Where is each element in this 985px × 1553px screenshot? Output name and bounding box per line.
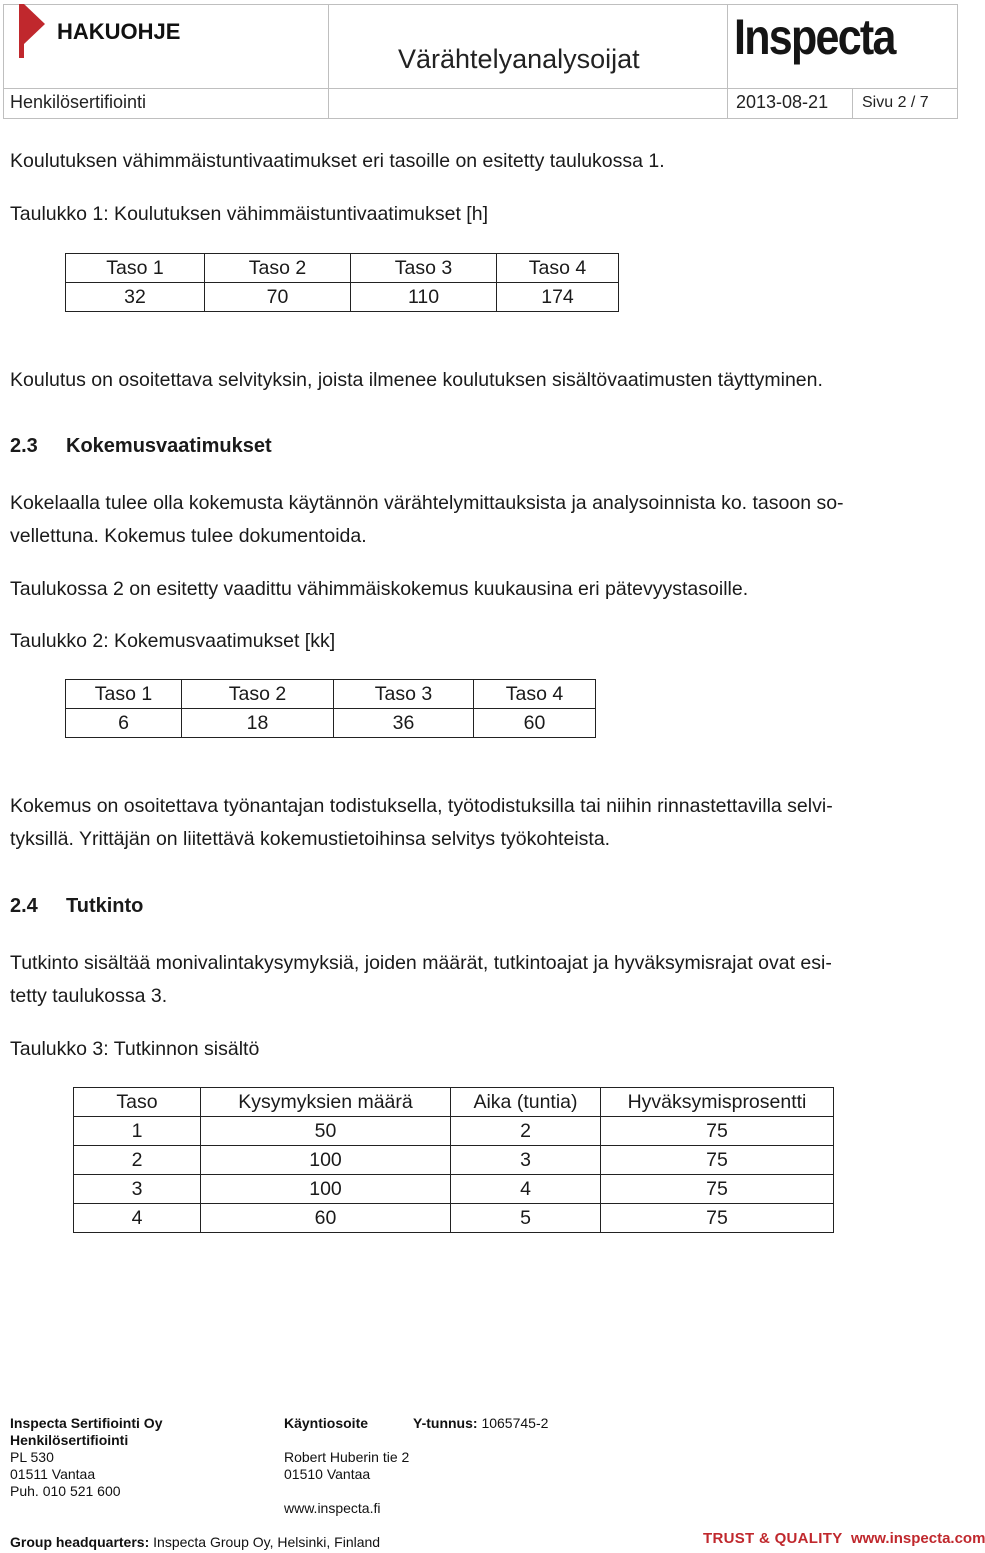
table3-caption: Taulukko 3: Tutkinnon sisältö bbox=[10, 1038, 260, 1060]
footer-visit-label: Käyntiosoite bbox=[284, 1415, 369, 1431]
table-cell: 75 bbox=[601, 1146, 834, 1175]
table-header-cell: Taso 2 bbox=[205, 254, 351, 283]
table2-note-line2: tyksillä. Yrittäjän on liitettävä kokemustietoihinsa selvitys työkohteista. bbox=[10, 828, 611, 850]
header-divider-3 bbox=[852, 88, 853, 119]
inspecta-logo: Inspecta bbox=[734, 9, 895, 65]
table-row bbox=[66, 283, 619, 312]
header-date: 2013-08-21 bbox=[736, 92, 829, 112]
table-header-cell: Taso 1 bbox=[66, 254, 205, 283]
flag-logo-icon bbox=[19, 4, 45, 58]
footer-col-2 bbox=[284, 1415, 409, 1517]
table-cell: 50 bbox=[201, 1117, 451, 1146]
section-number: 2.3 bbox=[10, 435, 38, 457]
table-cell: 2 bbox=[451, 1117, 601, 1146]
table-cell: 6 bbox=[66, 709, 182, 738]
table-row bbox=[74, 1175, 834, 1204]
footer-slogan-text: TRUST & QUALITY bbox=[703, 1530, 843, 1547]
table-cell: 174 bbox=[497, 283, 619, 312]
footer-ytunnus bbox=[413, 1415, 548, 1432]
table-1 bbox=[65, 253, 619, 312]
exam-paragraph-line1: Tutkinto sisältää monivalintakysymyksiä, joiden määrät, tutkintoajat ja hyväksymisrajat ovat esi- bbox=[10, 952, 832, 974]
table-2 bbox=[65, 679, 596, 738]
footer-street: Robert Huberin tie 2 bbox=[284, 1449, 410, 1465]
experience-paragraph-line2: vellettuna. Kokemus tulee dokumentoida. bbox=[10, 525, 367, 547]
section-title: Tutkinto bbox=[66, 895, 144, 917]
footer-hq-label: Group headquarters: bbox=[10, 1534, 150, 1550]
doc-type: HAKUOHJE bbox=[57, 19, 181, 44]
footer-company: Inspecta Sertifiointi Oy bbox=[10, 1415, 163, 1431]
table-header-cell: Taso 1 bbox=[66, 680, 182, 709]
table-cell: 1 bbox=[74, 1117, 201, 1146]
table-row bbox=[74, 1146, 834, 1175]
header-right-rule bbox=[957, 4, 958, 119]
table-cell: 3 bbox=[451, 1146, 601, 1175]
table-cell: 32 bbox=[66, 283, 205, 312]
footer-hq-value: Inspecta Group Oy, Helsinki, Finland bbox=[153, 1534, 381, 1550]
footer-post-city: 01511 Vantaa bbox=[10, 1466, 96, 1482]
table-cell: 60 bbox=[474, 709, 596, 738]
table-header-row bbox=[74, 1088, 834, 1117]
table-cell: 60 bbox=[201, 1204, 451, 1233]
header-divider-1 bbox=[328, 4, 329, 119]
footer-visit-city: 01510 Vantaa bbox=[284, 1466, 371, 1482]
table-cell: 5 bbox=[451, 1204, 601, 1233]
footer-ytunnus-value: 1065745-2 bbox=[481, 1415, 549, 1431]
table-header-cell: Taso 3 bbox=[334, 680, 474, 709]
table-cell: 75 bbox=[601, 1175, 834, 1204]
section-title: Kokemusvaatimukset bbox=[66, 435, 272, 457]
table-header-cell: Kysymyksien määrä bbox=[201, 1088, 451, 1117]
footer-phone: Puh. 010 521 600 bbox=[10, 1483, 121, 1499]
table-cell: 18 bbox=[182, 709, 334, 738]
footer-dept: Henkilösertifiointi bbox=[10, 1432, 129, 1448]
intro-paragraph: Koulutuksen vähimmäistuntivaatimukset eri tasoille on esitetty taulukossa 1. bbox=[10, 150, 665, 172]
table-cell: 100 bbox=[201, 1175, 451, 1204]
section-heading-2-3 bbox=[10, 435, 272, 458]
table-header-cell: Taso 2 bbox=[182, 680, 334, 709]
footer-col-1 bbox=[10, 1415, 162, 1500]
doc-title: Värähtelyanalysoijat bbox=[398, 44, 640, 74]
exam-paragraph-line2: tetty taulukossa 3. bbox=[10, 985, 168, 1007]
table2-note-line1: Kokemus on osoitettava työnantajan todistuksella, työtodistuksilla tai niihin rinnastettavilla selvi- bbox=[10, 795, 833, 817]
header-top-rule bbox=[3, 4, 958, 5]
table-row bbox=[74, 1117, 834, 1146]
table-cell: 3 bbox=[74, 1175, 201, 1204]
table-header-cell: Hyväksymisprosentti bbox=[601, 1088, 834, 1117]
table-cell: 4 bbox=[74, 1204, 201, 1233]
table-cell: 4 bbox=[451, 1175, 601, 1204]
table-cell: 70 bbox=[205, 283, 351, 312]
table-header-row bbox=[66, 680, 596, 709]
experience-paragraph-2: Taulukossa 2 on esitetty vaadittu vähimmäiskokemus kuukausina eri pätevyystasoille. bbox=[10, 578, 749, 600]
table-cell: 110 bbox=[351, 283, 497, 312]
table-header-cell: Aika (tuntia) bbox=[451, 1088, 601, 1117]
footer-hq bbox=[10, 1534, 380, 1551]
header-category: Henkilösertifiointi bbox=[10, 92, 147, 112]
table-header-cell: Taso 3 bbox=[351, 254, 497, 283]
page-number: Sivu 2 / 7 bbox=[862, 94, 929, 111]
header-left-rule bbox=[3, 4, 4, 119]
header-divider-2 bbox=[727, 4, 728, 119]
table-cell: 2 bbox=[74, 1146, 201, 1175]
table1-caption: Taulukko 1: Koulutuksen vähimmäistuntivaatimukset [h] bbox=[10, 203, 488, 225]
table-header-cell: Taso 4 bbox=[497, 254, 619, 283]
table-row bbox=[66, 709, 596, 738]
table-cell: 36 bbox=[334, 709, 474, 738]
table-cell: 75 bbox=[601, 1204, 834, 1233]
header-bottom-rule bbox=[3, 118, 958, 119]
footer-web-link[interactable]: www.inspecta.fi bbox=[284, 1500, 381, 1516]
section-number: 2.4 bbox=[10, 895, 38, 917]
table-row bbox=[74, 1204, 834, 1233]
table-header-row bbox=[66, 254, 619, 283]
table-3 bbox=[73, 1087, 834, 1233]
footer-po-box: PL 530 bbox=[10, 1449, 54, 1465]
footer-slogan-web[interactable]: www.inspecta.com bbox=[850, 1530, 985, 1547]
table-header-cell: Taso 4 bbox=[474, 680, 596, 709]
table-cell: 75 bbox=[601, 1117, 834, 1146]
table2-caption: Taulukko 2: Kokemusvaatimukset [kk] bbox=[10, 630, 336, 652]
experience-paragraph-line1: Kokelaalla tulee olla kokemusta käytännön värähtelymittauksista ja analysoinnista ko. tasoon so- bbox=[10, 492, 844, 514]
footer-slogan bbox=[703, 1530, 985, 1548]
footer-ytunnus-label: Y-tunnus: bbox=[413, 1415, 478, 1431]
table1-note: Koulutus on osoitettava selvityksin, joista ilmenee koulutuksen sisältövaatimusten täyttyminen. bbox=[10, 369, 823, 391]
section-heading-2-4 bbox=[10, 895, 144, 918]
table-cell: 100 bbox=[201, 1146, 451, 1175]
header-mid-rule bbox=[3, 88, 958, 89]
table-header-cell: Taso bbox=[74, 1088, 201, 1117]
